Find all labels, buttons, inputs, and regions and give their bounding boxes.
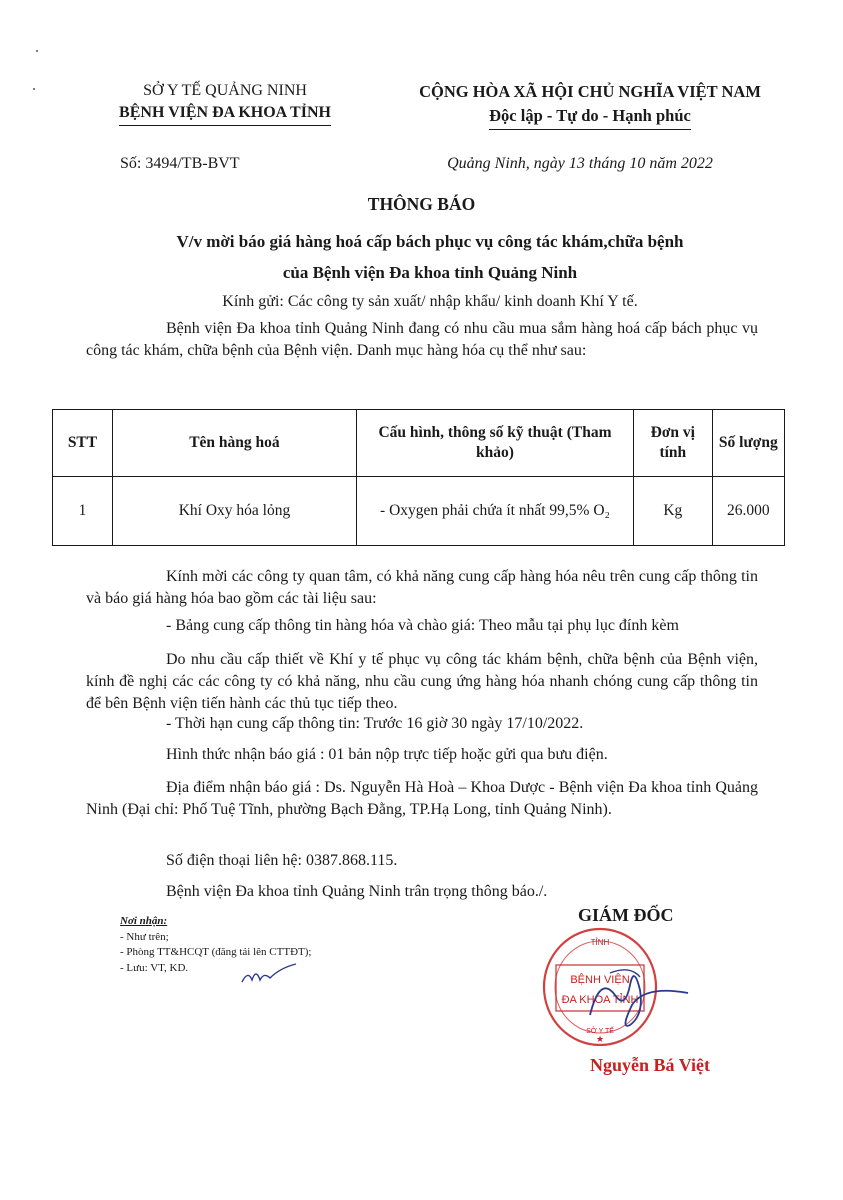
header-specification: Cấu hình, thông số kỹ thuật (Tham khảo) [356, 410, 633, 477]
svg-text:★: ★ [595, 1034, 605, 1044]
cell-stt: 1 [53, 477, 113, 546]
document-number: Số: 3494/TB-BVT [120, 155, 240, 172]
department-name: SỞ Y TẾ QUẢNG NINH [143, 82, 307, 99]
header-item-name: Tên hàng hoá [112, 410, 356, 477]
director-signature [570, 955, 700, 1035]
cell-unit: Kg [634, 477, 713, 546]
signer-position: GIÁM ĐỐC [578, 905, 674, 925]
national-header [380, 80, 800, 130]
deadline-line: - Thời hạn cung cấp thông tin: Trước 16 giờ 30 ngày 17/10/2022. [166, 715, 584, 732]
initials-signature [240, 962, 300, 988]
cell-item-name: Khí Oxy hóa lỏng [112, 477, 356, 546]
recipient-line: Kính gửi: Các công ty sản xuất/ nhập khẩu/ kinh doanh Khí Y tế. [222, 293, 638, 310]
recipient-item: - Phòng TT&HCQT (đăng tải lên CTTĐT); [120, 946, 312, 958]
required-document-item: - Bảng cung cấp thông tin hàng hóa và chào giá: Theo mẫu tại phụ lục đính kèm [166, 617, 679, 634]
recipient-item: - Lưu: VT, KD. [120, 961, 189, 974]
subject-line-1: V/v mời báo giá hàng hoá cấp bách phục vụ công tác khám,chữa bệnh [176, 232, 684, 251]
svg-text:TỈNH: TỈNH [590, 938, 610, 947]
recipient-item: - Như trên; [120, 930, 169, 943]
submission-method: Hình thức nhận báo giá : 01 bản nộp trực tiếp hoặc gửi qua bưu điện. [166, 746, 608, 763]
goods-table [52, 409, 785, 546]
closing-line: Bệnh viện Đa khoa tỉnh Quảng Ninh trân trọng thông báo./. [166, 883, 548, 900]
cell-quantity: 26.000 [712, 477, 784, 546]
cell-specification: - Oxygen phải chứa ít nhất 99,5% O₂ [356, 477, 633, 546]
signer-name: Nguyễn Bá Việt [590, 1055, 711, 1075]
document-subject [60, 226, 800, 288]
urgency-paragraph: Do nhu cầu cấp thiết về Khí y tế phục vụ công tác khám bệnh, chữa bệnh của Bệnh viện, kính đề nghị các các công ty có khả năng, nhu cầu cung ứng hàng hóa nhanh chóng cung cấp thông tin để bên Bệnh viện tiến hành các thủ tục tiếp theo. [86, 651, 758, 712]
header-unit: Đơn vị tính [634, 410, 713, 477]
subject-line-2: của Bệnh viện Đa khoa tỉnh Quảng Ninh [282, 263, 578, 282]
invite-paragraph: Kính mời các công ty quan tâm, có khả năng cung cấp hàng hóa nêu trên cung cấp thông tin và báo giá hàng hóa bao gồm các tài liệu sau: [86, 568, 758, 607]
recipients-title: Nơi nhận: [120, 915, 168, 927]
submission-location: Địa điểm nhận báo giá : Ds. Nguyễn Hà Hoà – Khoa Dược - Bệnh viện Đa khoa tỉnh Quảng Ninh (Đại chỉ: Phố Tuệ Tĩnh, phường Bạch Đằng, TP.Hạ Long, tỉnh Quảng Ninh). [86, 779, 758, 818]
margin-mark [33, 88, 35, 90]
issuer-block [60, 80, 390, 126]
hospital-name: BỆNH VIỆN ĐA KHOA TỈNH [119, 102, 331, 126]
svg-text:BỆNH VIỆN: BỆNH VIỆN [570, 974, 630, 986]
svg-text:ĐA KHOA TỈNH: ĐA KHOA TỈNH [561, 994, 639, 1006]
table-header-row [53, 410, 785, 477]
margin-mark [36, 50, 38, 52]
table-row [53, 477, 785, 546]
document-title: THÔNG BÁO [367, 194, 476, 214]
contact-phone: Số điện thoại liên hệ: 0387.868.115. [166, 852, 398, 869]
header-stt: STT [53, 410, 113, 477]
intro-paragraph: Bệnh viện Đa khoa tỉnh Quảng Ninh đang có nhu cầu mua sắm hàng hoá cấp bách phục vụ công tác khám, chữa bệnh của Bệnh viện. Danh mục hàng hóa cụ thể như sau: [86, 320, 758, 359]
svg-text:SỞ Y TẾ: SỞ Y TẾ [586, 1028, 614, 1035]
national-motto: Độc lập - Tự do - Hạnh phúc [489, 104, 691, 130]
header-quantity: Số lượng [712, 410, 784, 477]
country-name: CỘNG HÒA XÃ HỘI CHỦ NGHĨA VIỆT NAM [419, 82, 761, 101]
document-date: Quảng Ninh, ngày 13 tháng 10 năm 2022 [447, 155, 713, 172]
